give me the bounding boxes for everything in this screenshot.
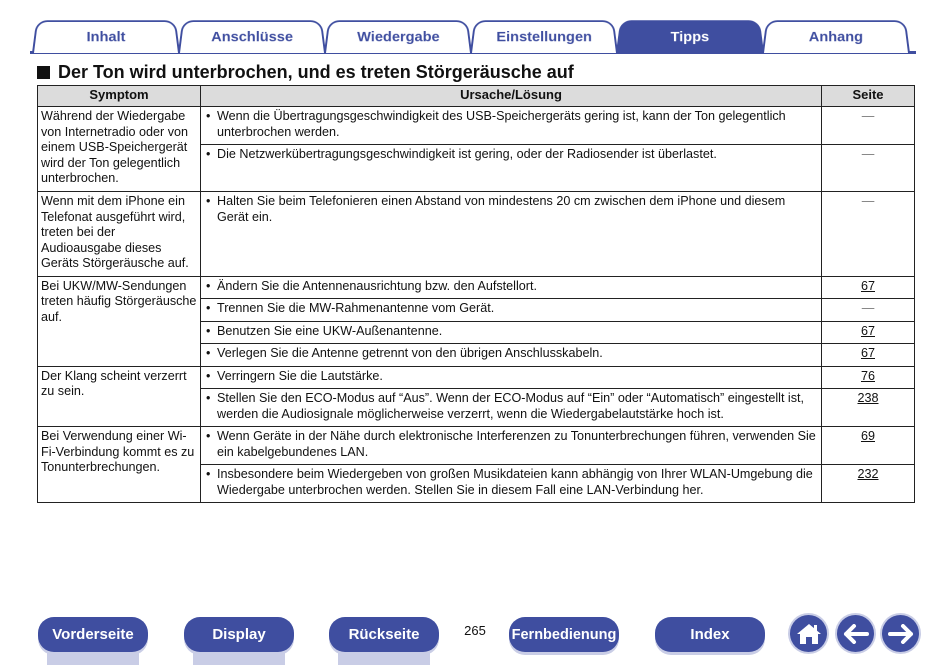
- table-row: [38, 192, 915, 277]
- index-button[interactable]: [655, 617, 765, 652]
- cause-text: Benutzen Sie eine UKW-Außenantenne.: [217, 323, 443, 338]
- cause-text: Insbesondere beim Wiedergeben von großen Musikdateien kann abhängig von Ihrer WLAN-Umgebung die Wiedergabe unterbrochen werden. Stellen Sie in diesem Fall eine LAN-Verbindung her.: [217, 467, 813, 497]
- tab-label: Anhang: [808, 29, 864, 45]
- page-cell: [822, 465, 915, 503]
- button-label: Index: [690, 626, 730, 643]
- square-bullet-icon: [37, 66, 50, 79]
- cause-cell: [201, 465, 822, 503]
- bullet-icon: •: [206, 346, 211, 360]
- tab-bar: [30, 16, 916, 54]
- bullet-icon: •: [206, 391, 211, 405]
- cause-text: Verlegen Sie die Antenne getrennt von den übrigen Anschlusskabeln.: [217, 346, 603, 360]
- page-cell: [822, 366, 915, 389]
- page-cell: [822, 427, 915, 465]
- page-ref: —: [861, 109, 875, 123]
- table-row: [38, 107, 915, 145]
- button-shadow: [338, 650, 430, 665]
- tab-label: Inhalt: [86, 29, 126, 45]
- page-ref: —: [861, 147, 875, 161]
- display-button[interactable]: [184, 617, 294, 652]
- rueckseite-button[interactable]: [329, 617, 439, 652]
- tab-wiedergabe[interactable]: [324, 20, 472, 53]
- page-link[interactable]: 76: [860, 368, 875, 383]
- cause-cell: [201, 299, 822, 322]
- bullet-icon: •: [206, 467, 211, 481]
- cause-text: Wenn die Übertragungsgeschwindigkeit des USB-Speichergeräts gering ist, kann der Ton gelegentlich unterbrochen werden.: [217, 109, 786, 139]
- page-link[interactable]: 67: [860, 278, 875, 293]
- tab-einstellungen[interactable]: [470, 20, 618, 53]
- bullet-icon: •: [206, 109, 211, 123]
- page-cell: [822, 389, 915, 427]
- column-header-symptom: Symptom: [38, 86, 201, 107]
- button-shadow: [47, 650, 139, 665]
- page-cell: [822, 321, 915, 344]
- column-header-page: Seite: [822, 86, 915, 107]
- section-heading: [37, 60, 574, 84]
- table-row: [38, 366, 915, 389]
- button-label: Display: [212, 626, 266, 643]
- button-label: Fernbedienung: [511, 626, 617, 643]
- button-label: Rückseite: [348, 626, 420, 643]
- table-row: [38, 276, 915, 299]
- symptom-cell: Bei Verwendung einer Wi-Fi-Verbindung kommt es zu Tonunterbrechungen.: [38, 427, 201, 503]
- page-cell: [822, 107, 915, 145]
- page-cell: [822, 344, 915, 367]
- cause-cell: [201, 389, 822, 427]
- forward-button[interactable]: [882, 615, 919, 652]
- cause-cell: [201, 344, 822, 367]
- tab-label: Tipps: [670, 29, 710, 45]
- cause-text: Verringern Sie die Lautstärke.: [217, 368, 383, 383]
- cause-text: Halten Sie beim Telefonieren einen Abstand von mindestens 20 cm zwischen dem iPhone und diesem Gerät ein.: [217, 194, 786, 224]
- bullet-icon: •: [206, 278, 211, 293]
- cause-cell: [201, 145, 822, 192]
- symptom-cell: Der Klang scheint verzerrt zu sein.: [38, 366, 201, 427]
- cause-text: Wenn Geräte in der Nähe durch elektronische Interferenzen zu Tonunterbrechungen führen, verwenden Sie ein kabelgebundenes LAN.: [217, 429, 816, 459]
- bullet-icon: •: [206, 368, 211, 383]
- tab-inhalt[interactable]: [32, 20, 180, 53]
- troubleshooting-table: [37, 85, 915, 503]
- bullet-icon: •: [206, 194, 211, 208]
- page-cell: [822, 192, 915, 277]
- cause-cell: [201, 321, 822, 344]
- cause-text: Die Netzwerkübertragungsgeschwindigkeit ist gering, oder der Radiosender ist überlastet.: [217, 147, 717, 161]
- bullet-icon: •: [206, 147, 211, 161]
- page-number: 265: [464, 623, 486, 638]
- cause-text: Ändern Sie die Antennenausrichtung bzw. den Aufstellort.: [217, 278, 537, 293]
- back-arrow-icon: [843, 624, 869, 644]
- tab-label: Wiedergabe: [356, 29, 440, 45]
- page-link[interactable]: 238: [857, 391, 879, 405]
- tab-label: Einstellungen: [496, 29, 592, 45]
- bullet-icon: •: [206, 323, 211, 338]
- page-link[interactable]: 69: [860, 429, 875, 443]
- vorderseite-button[interactable]: [38, 617, 148, 652]
- home-button[interactable]: [790, 615, 827, 652]
- home-icon: [796, 622, 822, 646]
- symptom-cell: Während der Wiedergabe von Internetradio oder von einem USB-Speichergerät wird der Ton gelegentlich unterbrochen.: [38, 107, 201, 192]
- cause-cell: [201, 276, 822, 299]
- forward-arrow-icon: [888, 624, 914, 644]
- page-cell: [822, 145, 915, 192]
- page-ref: —: [861, 301, 875, 315]
- table-row: [38, 427, 915, 465]
- cause-cell: [201, 366, 822, 389]
- column-header-cause: Ursache/Lösung: [201, 86, 822, 107]
- fernbedienung-button[interactable]: [509, 617, 619, 652]
- page-ref: —: [861, 194, 875, 208]
- table-header-row: [38, 86, 915, 107]
- page-link[interactable]: 67: [860, 323, 875, 338]
- page-cell: [822, 299, 915, 322]
- tab-anhang[interactable]: [762, 20, 910, 53]
- page-link[interactable]: 232: [857, 467, 879, 481]
- bullet-icon: •: [206, 301, 211, 315]
- tab-anschluesse[interactable]: [178, 20, 326, 53]
- symptom-cell: Wenn mit dem iPhone ein Telefonat ausgeführt wird, treten bei der Audioausgabe dieses Geräts Störgeräusche auf.: [38, 192, 201, 277]
- button-label: Vorderseite: [52, 626, 134, 643]
- cause-cell: [201, 427, 822, 465]
- tab-label: Anschlüsse: [211, 29, 293, 45]
- heading-text: Der Ton wird unterbrochen, und es treten Störgeräusche auf: [58, 61, 574, 82]
- cause-cell: [201, 107, 822, 145]
- cause-text: Trennen Sie die MW-Rahmenantenne vom Gerät.: [217, 301, 495, 315]
- page-cell: [822, 276, 915, 299]
- symptom-cell: Bei UKW/MW-Sendungen treten häufig Störgeräusche auf.: [38, 276, 201, 366]
- button-shadow: [193, 650, 285, 665]
- cause-text: Stellen Sie den ECO-Modus auf “Aus”. Wenn der ECO-Modus auf “Ein” oder “Automatisch” eingestellt ist, werden die Audiosignale möglicherweise verzerrt, wenn die Wiedergabelautstärke hoch ist.: [217, 391, 805, 421]
- tab-tipps[interactable]: [616, 20, 764, 53]
- bullet-icon: •: [206, 429, 211, 443]
- page-link[interactable]: 67: [860, 346, 875, 360]
- cause-cell: [201, 192, 822, 277]
- back-button[interactable]: [837, 615, 874, 652]
